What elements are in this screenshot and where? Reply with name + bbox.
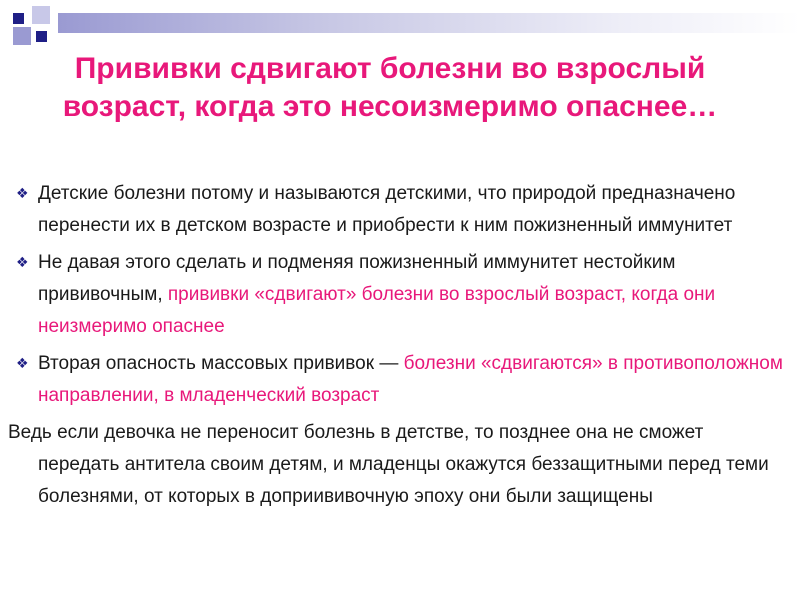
bullet-item bbox=[8, 247, 788, 343]
decor-square-navy bbox=[13, 13, 24, 24]
bullet-highlight: болезни «сдвигаются» в противоположном направлении, в младенческий возраст bbox=[38, 353, 783, 406]
bullet-item bbox=[8, 348, 788, 412]
bullet-item bbox=[8, 178, 788, 242]
bullet-highlight: прививки «сдвигают» болезни во взрослый возраст, когда они неизмеримо опаснее bbox=[38, 284, 716, 337]
closing-paragraph: Ведь если девочка не переносит болезнь в детстве, то позднее она не сможет передать антитела своим детям, и младенцы окажутся беззащитными перед теми болезнями, от которых в доприививочную эпоху они были защищены bbox=[8, 422, 769, 507]
diamond-star-icon: ❖ bbox=[16, 356, 29, 372]
header-gradient-bar bbox=[58, 13, 800, 33]
slide-title: Прививки сдвигают болезни во взрослый возраст, когда это несоизмеримо опаснее… bbox=[62, 52, 718, 123]
decor-square-pale-top bbox=[32, 6, 50, 24]
diamond-star-icon: ❖ bbox=[16, 255, 29, 271]
slide-content bbox=[8, 178, 788, 513]
bullet-text: Детские болезни потому и называются детскими, что природой предназначено перенести их в детском возрасте и приобрести к ним пожизненный иммунитет bbox=[38, 183, 736, 236]
diamond-star-icon: ❖ bbox=[16, 186, 29, 202]
decor-square-lavender bbox=[13, 27, 31, 45]
bullet-text: Вторая опасность массовых прививок — bbox=[38, 353, 404, 374]
decor-square-navy-small bbox=[36, 31, 47, 42]
bullet-text: Не давая этого сделать и подменяя пожизненный иммунитет нестойким прививочным, bbox=[38, 252, 676, 305]
